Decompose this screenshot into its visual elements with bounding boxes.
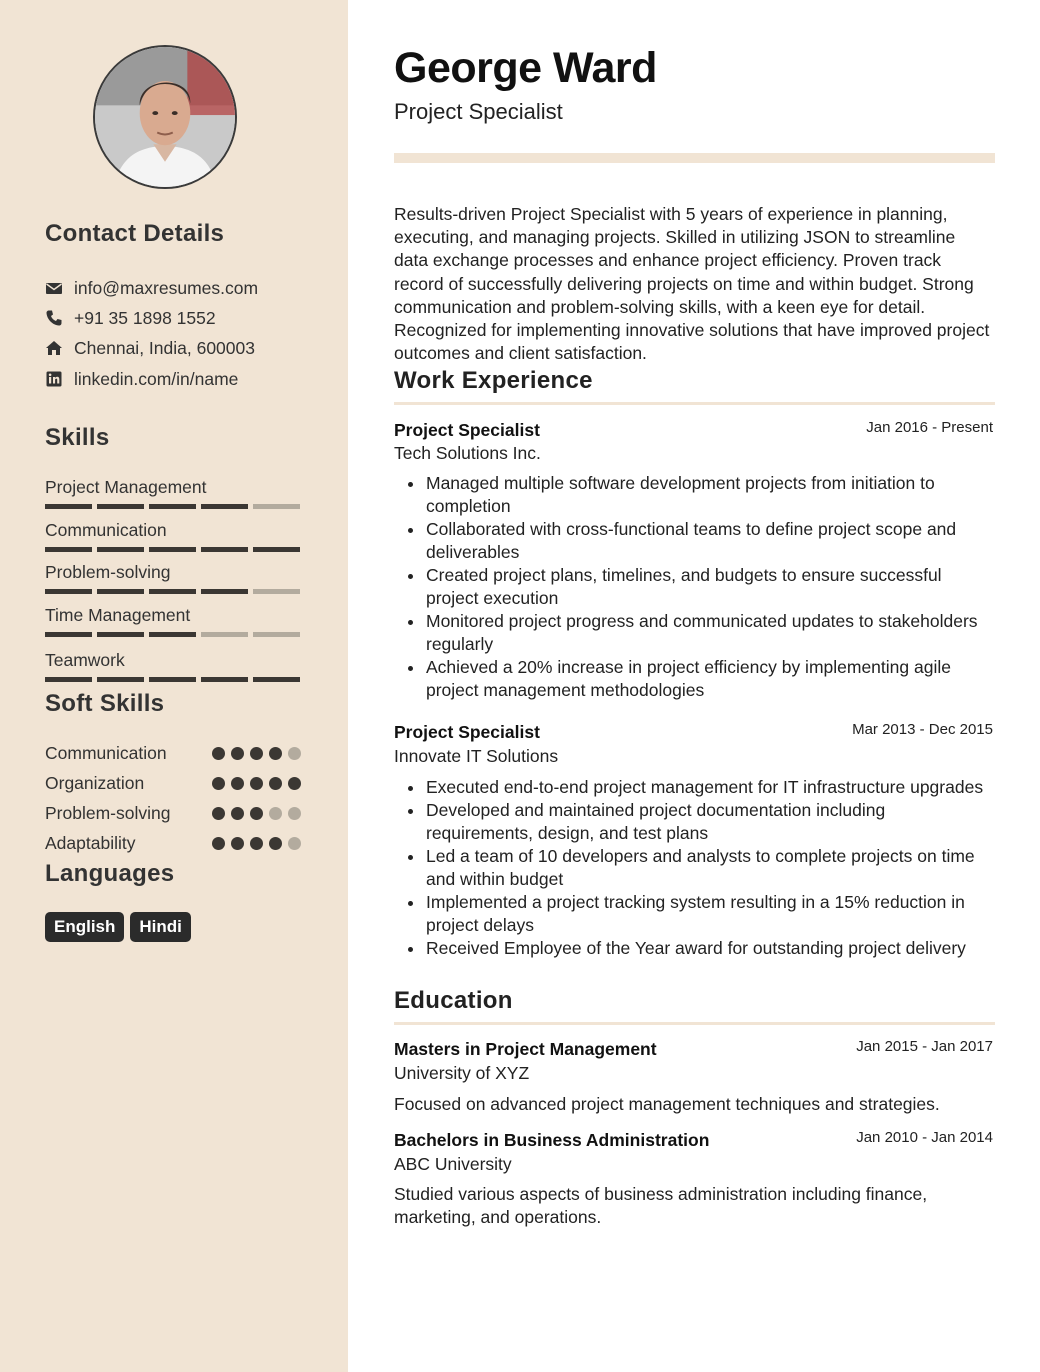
education-heading: Education: [394, 987, 513, 1014]
linkedin-icon: [45, 370, 63, 388]
rating-dot: [250, 777, 263, 790]
school-name: ABC University: [394, 1154, 512, 1174]
skill-level-segment: [149, 547, 196, 552]
rating-dot: [212, 777, 225, 790]
skill-label: Project Management: [45, 477, 207, 497]
list-item: Developed and maintained project documentation including requirements, design, and test plans: [394, 799, 994, 845]
rating-dot: [269, 777, 282, 790]
job-dates: Jan 2016 - Present: [866, 419, 993, 436]
soft-skill-rating: [212, 807, 301, 820]
person-name: George Ward: [394, 44, 657, 92]
rating-dot: [212, 747, 225, 760]
skill-label: Teamwork: [45, 650, 125, 670]
skill-level-segment: [97, 589, 144, 594]
skill-level-segment: [45, 589, 92, 594]
rating-dot: [250, 837, 263, 850]
rating-dot: [212, 837, 225, 850]
soft-skill-rating: [212, 777, 301, 790]
skill-level-segment: [253, 504, 300, 509]
linkedin-text: linkedin.com/in/name: [74, 368, 239, 389]
list-item: Implemented a project tracking system resulting in a 15% reduction in project delays: [394, 891, 994, 937]
soft-skill-item: [45, 802, 301, 824]
rating-dot: [231, 807, 244, 820]
rating-dot: [250, 807, 263, 820]
rating-dot: [250, 747, 263, 760]
skill-item: [45, 519, 301, 552]
skill-level-bar: [45, 589, 301, 594]
skill-level-segment: [45, 677, 92, 682]
profile-photo: [95, 47, 235, 187]
soft-skill-label: Problem-solving: [45, 802, 171, 823]
rating-dot: [288, 777, 301, 790]
degree-title: Bachelors in Business Administration: [394, 1130, 710, 1150]
rating-dot: [269, 747, 282, 760]
soft-skills-heading: Soft Skills: [45, 690, 165, 717]
contact-heading: Contact Details: [45, 220, 225, 247]
language-badge-hindi: Hindi: [130, 912, 191, 942]
degree-description: Studied various aspects of business administration including finance, marketing, and operations.: [394, 1184, 928, 1227]
list-item: Managed multiple software development projects from initiation to completion: [394, 472, 994, 518]
skill-level-segment: [253, 589, 300, 594]
degree-title: Masters in Project Management: [394, 1039, 657, 1059]
list-item: Created project plans, timelines, and budgets to ensure successful project execution: [394, 564, 994, 610]
degree-description: Focused on advanced project management techniques and strategies.: [394, 1094, 940, 1114]
soft-skill-label: Communication: [45, 742, 167, 763]
phone-icon: [45, 309, 63, 327]
skill-level-segment: [201, 632, 248, 637]
degree-dates: Jan 2010 - Jan 2014: [856, 1129, 993, 1146]
skill-level-segment: [253, 632, 300, 637]
skill-level-bar: [45, 632, 301, 637]
avatar: [93, 45, 237, 189]
soft-skill-rating: [212, 747, 301, 760]
rating-dot: [231, 747, 244, 760]
skill-label: Problem-solving: [45, 562, 171, 582]
list-item: Received Employee of the Year award for outstanding project delivery: [394, 937, 994, 960]
rating-dot: [288, 837, 301, 850]
languages-list: [45, 912, 191, 942]
language-badge-english: English: [45, 912, 124, 942]
education-divider: [394, 1022, 995, 1025]
phone-text: +91 35 1898 1552: [74, 307, 216, 328]
soft-skill-item: [45, 832, 301, 854]
sidebar: [0, 0, 348, 1372]
skill-level-segment: [97, 632, 144, 637]
rating-dot: [231, 837, 244, 850]
rating-dot: [269, 837, 282, 850]
skill-item: [45, 476, 301, 509]
main-content: [348, 0, 1040, 1372]
skill-level-segment: [45, 547, 92, 552]
skills-heading: Skills: [45, 424, 110, 451]
job-title: Project Specialist: [394, 722, 540, 742]
email-text: info@maxresumes.com: [74, 277, 259, 298]
job-bullets: [394, 472, 994, 702]
experience-divider: [394, 402, 995, 405]
languages-heading: Languages: [45, 860, 175, 887]
list-item: Collaborated with cross-functional teams to define project scope and deliverables: [394, 518, 994, 564]
rating-dot: [269, 807, 282, 820]
rating-dot: [288, 807, 301, 820]
skill-label: Time Management: [45, 605, 191, 625]
contact-phone[interactable]: [45, 306, 216, 330]
skill-level-bar: [45, 677, 301, 682]
contact-address: [45, 336, 255, 360]
soft-skill-rating: [212, 837, 301, 850]
skill-level-bar: [45, 547, 301, 552]
skill-level-segment: [149, 677, 196, 682]
person-title: Project Specialist: [394, 99, 563, 124]
soft-skill-label: Adaptability: [45, 832, 136, 853]
skill-level-segment: [201, 589, 248, 594]
skill-item: [45, 604, 301, 637]
list-item: Monitored project progress and communicated updates to stakeholders regularly: [394, 610, 994, 656]
skill-level-segment: [149, 589, 196, 594]
skill-level-segment: [253, 547, 300, 552]
skill-level-segment: [149, 632, 196, 637]
rating-dot: [288, 747, 301, 760]
address-text: Chennai, India, 600003: [74, 337, 255, 358]
rating-dot: [212, 807, 225, 820]
skill-level-segment: [201, 547, 248, 552]
skill-level-segment: [97, 504, 144, 509]
list-item: Executed end-to-end project management for IT infrastructure upgrades: [394, 776, 994, 799]
skill-item: [45, 561, 301, 594]
job-title: Project Specialist: [394, 420, 540, 440]
header-divider: [394, 153, 995, 163]
skill-level-segment: [45, 632, 92, 637]
list-item: Achieved a 20% increase in project efficiency by implementing agile project management methodologies: [394, 656, 994, 702]
soft-skill-label: Organization: [45, 772, 145, 793]
envelope-icon: [45, 279, 63, 297]
profile-summary: Results-driven Project Specialist with 5 years of experience in planning, executing, and managing projects. Skilled in utilizing JSON to streamline data exchange processes and enhance project efficiency. Proven track record of successfully delivering projects on time and within budget. Strong communication and problem-solving skills, with a keen eye for detail. Recognized for implementing innovative solutions that have improved project outcomes and client satisfaction.: [394, 204, 990, 364]
skill-level-segment: [201, 504, 248, 509]
contact-linkedin[interactable]: [45, 367, 238, 391]
rating-dot: [231, 777, 244, 790]
skill-level-segment: [149, 504, 196, 509]
degree-dates: Jan 2015 - Jan 2017: [856, 1038, 993, 1055]
skill-level-segment: [97, 547, 144, 552]
soft-skill-item: [45, 772, 301, 794]
job-company: Innovate IT Solutions: [394, 746, 559, 766]
job-bullets: [394, 776, 994, 960]
skill-label: Communication: [45, 520, 167, 540]
skill-level-segment: [201, 677, 248, 682]
skill-level-bar: [45, 504, 301, 509]
contact-email[interactable]: [45, 276, 258, 300]
list-item: Led a team of 10 developers and analysts to complete projects on time and within budget: [394, 845, 994, 891]
soft-skill-item: [45, 742, 301, 764]
job-dates: Mar 2013 - Dec 2015: [852, 721, 993, 738]
home-icon: [45, 339, 63, 357]
skill-level-segment: [97, 677, 144, 682]
skill-level-segment: [253, 677, 300, 682]
experience-heading: Work Experience: [394, 367, 593, 394]
skill-level-segment: [45, 504, 92, 509]
school-name: University of XYZ: [394, 1063, 530, 1083]
skill-item: [45, 649, 301, 682]
job-company: Tech Solutions Inc.: [394, 443, 541, 463]
